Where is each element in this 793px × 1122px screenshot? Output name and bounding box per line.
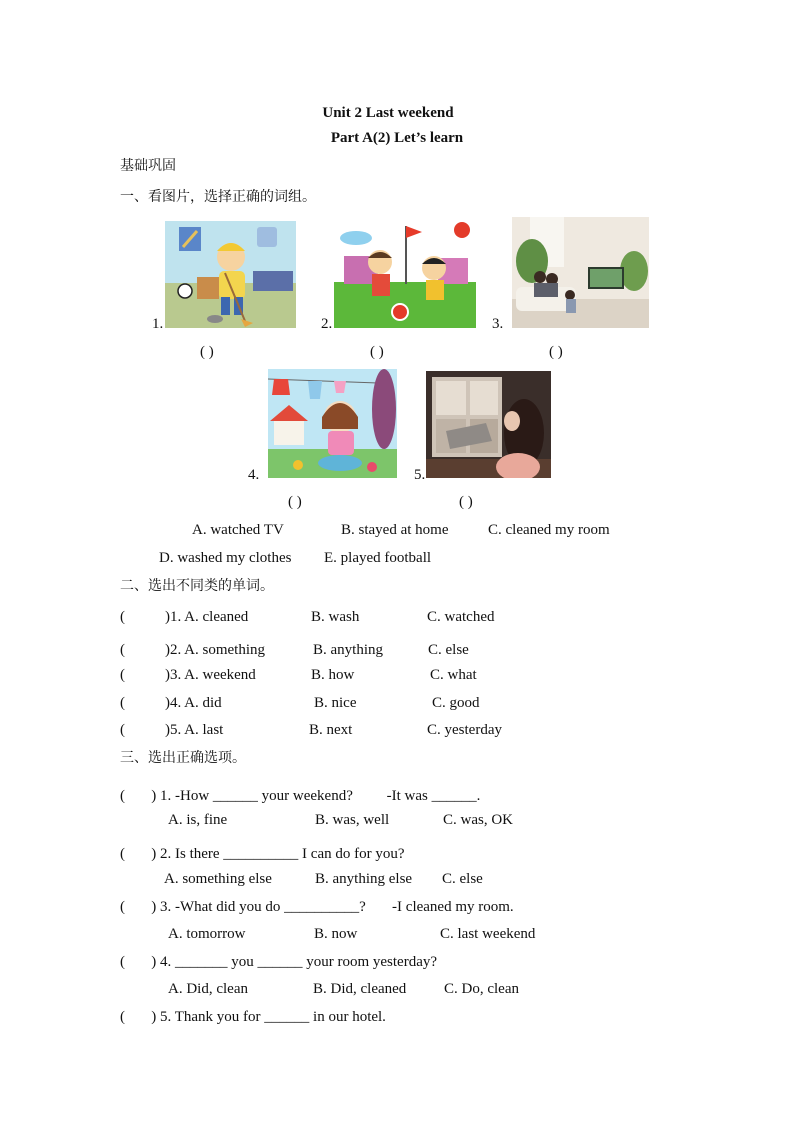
section3-heading: 三、选出正确选项。 bbox=[120, 750, 246, 766]
page-title: Unit 2 Last weekend bbox=[322, 105, 454, 121]
section2-heading: 二、选出不同类的单词。 bbox=[120, 578, 274, 594]
question-1-option-c[interactable]: C. was, OK bbox=[443, 812, 513, 828]
item-option-a: )4. A. did bbox=[165, 695, 222, 711]
question-5: ( ) 5. Thank you for ______ in our hotel. bbox=[120, 1009, 386, 1025]
section1-heading: 一、看图片，选择正确的词组。 bbox=[120, 189, 316, 205]
item-option-c: C. else bbox=[428, 642, 469, 658]
picture1-number: 1. bbox=[152, 316, 164, 332]
item-option-a: )1. A. cleaned bbox=[165, 609, 249, 625]
picture5-number: 5. bbox=[414, 467, 426, 483]
question-1-option-b[interactable]: B. was, well bbox=[315, 812, 390, 828]
item-option-c: C. watched bbox=[427, 609, 495, 625]
picture3-answer-bracket[interactable]: ( ) bbox=[549, 344, 563, 360]
question-1-option-a[interactable]: A. is, fine bbox=[168, 812, 228, 828]
question-4: ( ) 4. _______ you ______ your room yesterday? bbox=[120, 954, 438, 970]
picture2-answer-bracket[interactable]: ( ) bbox=[370, 344, 384, 360]
picture4-answer-bracket[interactable]: ( ) bbox=[288, 494, 302, 510]
question-3-option-a[interactable]: A. tomorrow bbox=[168, 926, 246, 942]
answer-bracket[interactable]: ( bbox=[120, 642, 125, 658]
item-option-b: B. anything bbox=[313, 642, 383, 658]
option-a: A. watched TV bbox=[192, 522, 284, 538]
question-4-option-a[interactable]: A. Did, clean bbox=[168, 981, 248, 997]
picture2-number: 2. bbox=[321, 316, 333, 332]
kids-playing-football-picture bbox=[334, 218, 476, 328]
question-2-option-b[interactable]: B. anything else bbox=[315, 871, 413, 887]
picture3-number: 3. bbox=[492, 316, 504, 332]
question-4-option-b[interactable]: B. Did, cleaned bbox=[313, 981, 407, 997]
option-e: E. played football bbox=[324, 550, 432, 566]
question-2-option-c[interactable]: C. else bbox=[442, 871, 483, 887]
family-watching-tv-picture bbox=[512, 217, 649, 328]
option-b: B. stayed at home bbox=[341, 522, 449, 538]
item-option-c: C. what bbox=[430, 667, 477, 683]
item-option-c: C. good bbox=[432, 695, 480, 711]
question-3-option-b[interactable]: B. now bbox=[314, 926, 358, 942]
question-2-option-a[interactable]: A. something else bbox=[164, 871, 272, 887]
page-subtitle: Part A(2) Let’s learn bbox=[330, 130, 464, 146]
item-option-c: C. yesterday bbox=[427, 722, 502, 738]
girl-washing-clothes-picture bbox=[268, 369, 397, 478]
question-1: ( ) 1. -How ______ your weekend? -It was ______. bbox=[120, 788, 481, 804]
answer-bracket[interactable]: ( bbox=[120, 667, 125, 683]
boy-cleaning-room-picture bbox=[165, 221, 296, 328]
item-option-b: B. next bbox=[309, 722, 353, 738]
item-option-a: )5. A. last bbox=[165, 722, 224, 738]
item-option-b: B. nice bbox=[314, 695, 357, 711]
question-4-option-c[interactable]: C. Do, clean bbox=[444, 981, 519, 997]
item-option-a: )2. A. something bbox=[165, 642, 265, 658]
picture1-answer-bracket[interactable]: ( ) bbox=[200, 344, 214, 360]
answer-bracket[interactable]: ( bbox=[120, 695, 125, 711]
item-option-a: )3. A. weekend bbox=[165, 667, 256, 683]
item-option-b: B. wash bbox=[311, 609, 360, 625]
question-2: ( ) 2. Is there __________ I can do for you? bbox=[120, 846, 405, 862]
option-d: D. washed my clothes bbox=[159, 550, 292, 566]
question-3: ( ) 3. -What did you do __________? -I cleaned my room. bbox=[120, 899, 514, 915]
question-3-option-c[interactable]: C. last weekend bbox=[440, 926, 536, 942]
answer-bracket[interactable]: ( bbox=[120, 609, 125, 625]
answer-bracket[interactable]: ( bbox=[120, 722, 125, 738]
option-c: C. cleaned my room bbox=[488, 522, 610, 538]
picture4-number: 4. bbox=[248, 467, 260, 483]
section-basic-heading: 基础巩固 bbox=[120, 158, 176, 174]
girl-at-window-picture bbox=[426, 371, 551, 478]
picture5-answer-bracket[interactable]: ( ) bbox=[459, 494, 473, 510]
item-option-b: B. how bbox=[311, 667, 355, 683]
